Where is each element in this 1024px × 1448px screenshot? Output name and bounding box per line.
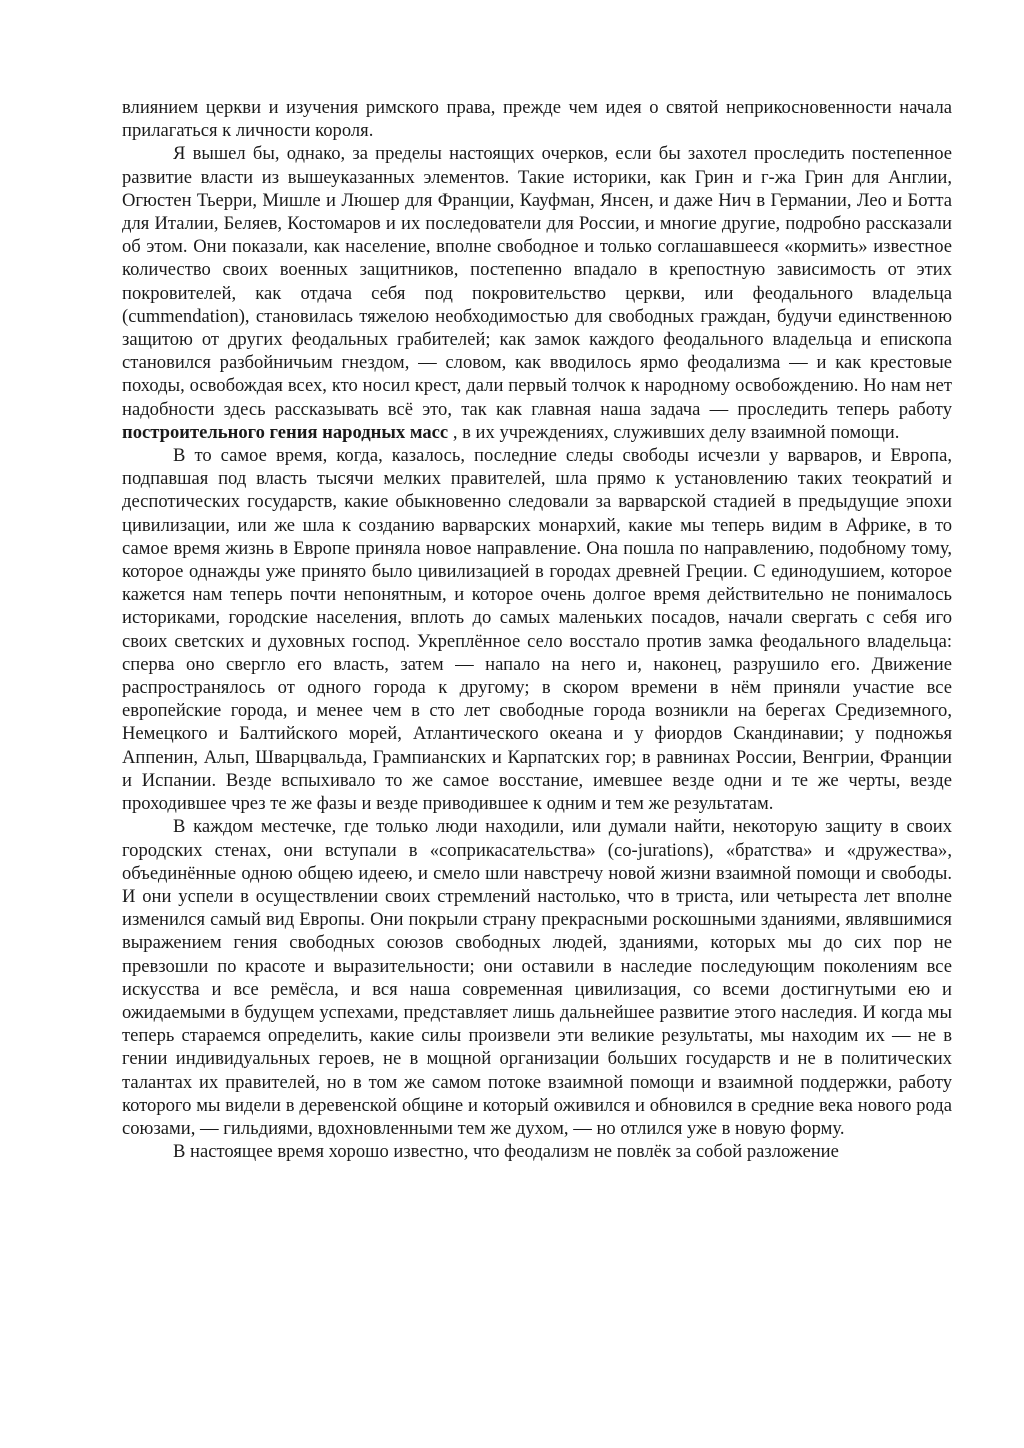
bold-emphasis: построительного гения народных масс [122, 421, 449, 443]
paragraph-text: Я вышел бы, однако, за пределы настоящих очерков, если бы захотел проследить постепенное развитие власти из вышеуказанных элементов. Такие историки, как Грин и г-жа Грин для Англии, Огюстен Тьерри, Мишле и Люшер для Франции, Кауфман, Янсен, и даже Нич в Германии, Лео и Ботта для Италии, Беляев, Костомаров и их последователи для России, и многие другие, подробно рассказали об этом. Они показали, как население, вполне свободное и только соглашавшееся «кормить» известное количество своих военных защитников, постепенно впадало в крепостную зависимость от этих покровителей, как отдача себя под покровительство церкви, или феодального владельца (cummendation), становилась тяжелою необходимостью для свободных граждан, будучи единственною защитою от других феодальных грабителей; как замок каждого феодального владельца и епископа становился разбойничьим гнездом, — словом, как вводилось ярмо феодализма — и как крестовые походы, освобождая всех, кто носил крест, дали первый толчок к народному освобождению. Но нам нет надобности здесь рассказывать всё это, так как главная наша задача — проследить теперь работу [122, 143, 952, 420]
paragraph-guilds: В каждом местечке, где только люди находили, или думали найти, некоторую защиту в своих городских стенах, они вступали в «соприкасательства» (co-jurations), «братства» и «дружества», объединённые одною общею идеею, и смело шли навстречу новой жизни взаимной помощи и свободы. И они успели в осуществлении своих стремлений настолько, что в триста, или четыреста лет вполне изменился самый вид Европы. Они покрыли страну прекрасными роскошными зданиями, являвшимися выражением гения свободных союзов свободных людей, зданиями, которых мы до сих пор не превзошли по красоте и выразительности; они оставили в наследие последующим поколениям все искусства и все ремёсла, и вся наша современная цивилизация, со всеми достигнутыми ею и ожидаемыми в будущем успехами, представляет лишь дальнейшее развитие этого наследия. И когда мы теперь стараемся определить, какие силы произвели эти великие результаты, мы находим их — не в гении индивидуальных героев, не в мощной организации больших государств и не в политических талантах их правителей, но в том же самом потоке взаимной помощи и взаимной поддержки, работу которого мы видели в деревенской общине и который оживился и обновился в средние века нового рода союзами, — гильдиями, вдохновленными тем же духом, — но отлился уже в новую форму. [122, 816, 952, 1139]
paragraph-feudalism: В настоящее время хорошо известно, что феодализм не повлёк за собой разложение [173, 1141, 839, 1163]
paragraph-free-cities: В то самое время, когда, казалось, последние следы свободы исчезли у варваров, и Европа, подпавшая под власть тысячи мелких правителей, шла прямо к установлению таких теократий и деспотических государств, какие обыкновенно следовали за варварской стадией в предыдущие эпохи цивилизации, или же шла к созданию варварских монархий, какие мы теперь видим в Африке, в то самое время жизнь в Европе приняла новое направление. Она пошла по направлению, подобному тому, которое однажды уже принято было цивилизацией в городах древней Греции. С единодушием, которое кажется нам теперь почти непонятным, и которое очень долгое время действительно не понималось историками, городские населения, вплоть до самых маленьких посадов, начали свергать с себя иго своих светских и духовных господ. Укреплённое село восстало против замка феодального владельца: сперва оно свергло его власть, затем — напало на него и, наконец, разрушило его. Движение распространялось от одного города к другому; в скором времени в нём приняли участие все европейские города, и менее чем в сто лет свободные города возникли на берегах Средиземного, Немецкого и Балтийского морей, Атлантического океана и у фиордов Скандинавии; у подножья Аппенин, Альп, Шварцвальда, Грампианских и Карпатских гор; в равнинах России, Венгрии, Франции и Испании. Везде вспыхивало то же самое восстание, имевшее везде одни и те же черты, везде проходившее чрез те же фазы и везде приводившее к одним и тем же результатам. [122, 445, 952, 815]
paragraph-text: , в их учреждениях, служивших делу взаимной помощи. [448, 421, 900, 443]
paragraph-historians [122, 142, 952, 444]
document-page [122, 96, 952, 1163]
paragraph-continuation: влиянием церкви и изучения римского права, прежде чем идея о святой неприкосновенности начала прилагаться к личности короля. [122, 97, 952, 142]
